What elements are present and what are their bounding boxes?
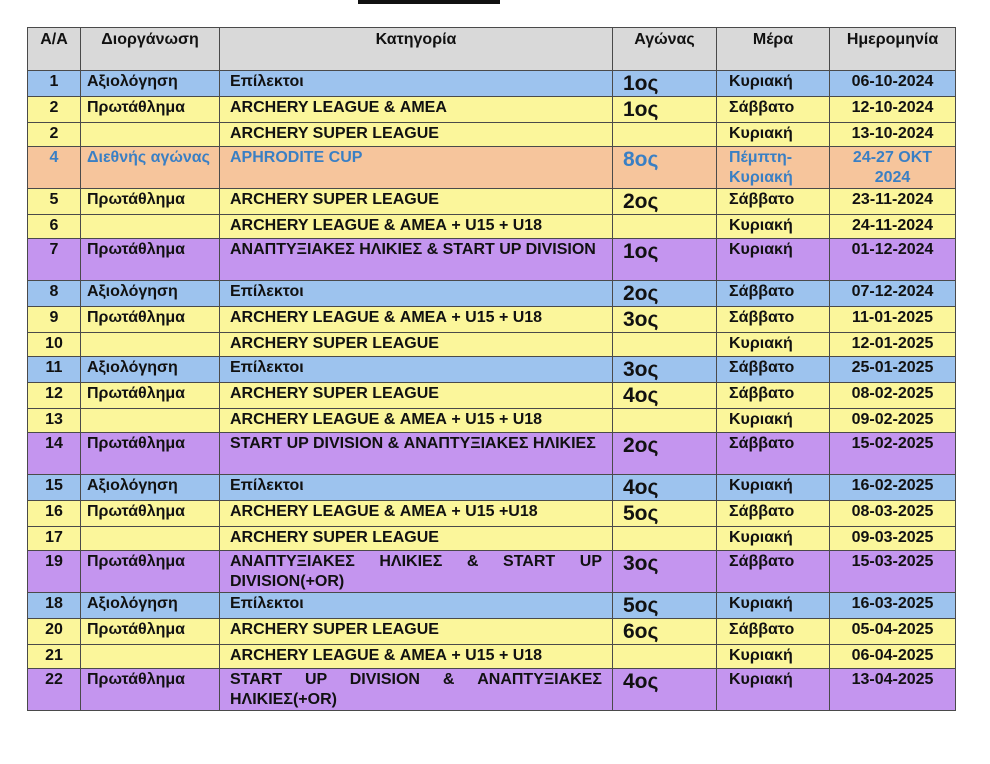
cell-race: 6ος (613, 619, 717, 645)
cell-race: 1ος (613, 97, 717, 123)
table-row (28, 147, 956, 189)
cell-date: 08-03-2025 (830, 501, 956, 527)
cell-aa: 7 (28, 239, 81, 281)
cell-day: Κυριακή (717, 409, 830, 433)
cell-category: ARCHERY SUPER LEAGUE (220, 383, 613, 409)
cell-category: ΑΝΑΠΤΥΞΙΑΚΕΣ ΗΛΙΚΙΕΣ & START UP DIVISION(+OR) (220, 551, 613, 593)
cell-day: Κυριακή (717, 333, 830, 357)
table-row (28, 475, 956, 501)
table-row (28, 551, 956, 593)
cell-day: Σάββατο (717, 97, 830, 123)
cell-aa: 6 (28, 215, 81, 239)
cell-race (613, 333, 717, 357)
cell-aa: 4 (28, 147, 81, 189)
cell-organization: Πρωτάθλημα (81, 501, 220, 527)
cell-date: 16-02-2025 (830, 475, 956, 501)
cell-race: 4ος (613, 669, 717, 711)
table-row (28, 593, 956, 619)
cell-race: 5ος (613, 593, 717, 619)
cell-category: APHRODITE CUP (220, 147, 613, 189)
cell-race: 2ος (613, 189, 717, 215)
table-row (28, 433, 956, 475)
cell-organization (81, 409, 220, 433)
cell-day: Σάββατο (717, 189, 830, 215)
table-row (28, 357, 956, 383)
cell-race (613, 409, 717, 433)
header-date: Ημερομηνία (830, 28, 956, 71)
cell-aa: 5 (28, 189, 81, 215)
table-row (28, 189, 956, 215)
cell-category: Επίλεκτοι (220, 357, 613, 383)
cell-aa: 15 (28, 475, 81, 501)
table-row (28, 307, 956, 333)
cell-aa: 11 (28, 357, 81, 383)
cell-aa: 12 (28, 383, 81, 409)
table-row (28, 619, 956, 645)
cell-category: ARCHERY SUPER LEAGUE (220, 619, 613, 645)
cell-organization: Πρωτάθλημα (81, 551, 220, 593)
cell-day: Σάββατο (717, 281, 830, 307)
cell-day: Κυριακή (717, 215, 830, 239)
cell-day: Σάββατο (717, 307, 830, 333)
table-row (28, 669, 956, 711)
cell-aa: 10 (28, 333, 81, 357)
header-race: Αγώνας (613, 28, 717, 71)
cell-race: 3ος (613, 307, 717, 333)
cell-day: Κυριακή (717, 669, 830, 711)
cell-date: 12-01-2025 (830, 333, 956, 357)
table-row (28, 409, 956, 433)
table-body (28, 71, 956, 711)
table-row (28, 215, 956, 239)
cell-category: Επίλεκτοι (220, 281, 613, 307)
cell-organization (81, 645, 220, 669)
cell-organization (81, 215, 220, 239)
cell-organization: Πρωτάθλημα (81, 433, 220, 475)
table-row (28, 239, 956, 281)
table-row (28, 501, 956, 527)
cell-aa: 16 (28, 501, 81, 527)
cell-date: 25-01-2025 (830, 357, 956, 383)
cell-day: Κυριακή (717, 645, 830, 669)
cell-day: Σάββατο (717, 383, 830, 409)
cell-aa: 19 (28, 551, 81, 593)
cell-category: ΑΝΑΠΤΥΞΙΑΚΕΣ ΗΛΙΚΙΕΣ & START UP DIVISION (220, 239, 613, 281)
cell-aa: 8 (28, 281, 81, 307)
cell-date: 12-10-2024 (830, 97, 956, 123)
cell-date: 01-12-2024 (830, 239, 956, 281)
cell-day: Σάββατο (717, 551, 830, 593)
cell-date: 15-03-2025 (830, 551, 956, 593)
cell-date: 09-03-2025 (830, 527, 956, 551)
cell-category: ARCHERY LEAGUE & ΑΜΕΑ (220, 97, 613, 123)
cell-category: ARCHERY SUPER LEAGUE (220, 123, 613, 147)
table-header (28, 28, 956, 71)
cell-aa: 21 (28, 645, 81, 669)
cell-aa: 17 (28, 527, 81, 551)
header-row (28, 28, 956, 71)
cell-category: Επίλεκτοι (220, 593, 613, 619)
cell-category: ARCHERY LEAGUE & ΑΜΕΑ + U15 + U18 (220, 409, 613, 433)
cell-date: 13-04-2025 (830, 669, 956, 711)
cell-aa: 2 (28, 123, 81, 147)
cell-organization: Πρωτάθλημα (81, 239, 220, 281)
cell-organization: Πρωτάθλημα (81, 669, 220, 711)
table-row (28, 383, 956, 409)
cell-organization (81, 123, 220, 147)
cell-race: 1ος (613, 239, 717, 281)
cell-day: Κυριακή (717, 593, 830, 619)
cell-date: 15-02-2025 (830, 433, 956, 475)
cell-aa: 13 (28, 409, 81, 433)
cell-organization: Αξιολόγηση (81, 475, 220, 501)
cell-category: Επίλεκτοι (220, 71, 613, 97)
cell-race (613, 123, 717, 147)
cell-day: Κυριακή (717, 527, 830, 551)
top-underline-mark (358, 0, 500, 4)
header-category: Κατηγορία (220, 28, 613, 71)
cell-date: 23-11-2024 (830, 189, 956, 215)
cell-category: ARCHERY SUPER LEAGUE (220, 527, 613, 551)
table-row (28, 281, 956, 307)
cell-day: Σάββατο (717, 619, 830, 645)
cell-date: 09-02-2025 (830, 409, 956, 433)
cell-aa: 1 (28, 71, 81, 97)
schedule-table (27, 27, 956, 711)
cell-organization: Πρωτάθλημα (81, 97, 220, 123)
cell-race: 3ος (613, 357, 717, 383)
cell-category: ARCHERY LEAGUE & ΑΜΕΑ + U15 + U18 (220, 215, 613, 239)
cell-aa: 14 (28, 433, 81, 475)
cell-aa: 2 (28, 97, 81, 123)
cell-organization: Αξιολόγηση (81, 281, 220, 307)
cell-day: Κυριακή (717, 71, 830, 97)
cell-category: ARCHERY LEAGUE & ΑΜΕΑ + U15 + U18 (220, 307, 613, 333)
cell-day: Σάββατο (717, 357, 830, 383)
cell-race (613, 527, 717, 551)
cell-date: 24-27 ΟΚΤ 2024 (830, 147, 956, 189)
cell-race: 2ος (613, 281, 717, 307)
table-row (28, 645, 956, 669)
cell-aa: 18 (28, 593, 81, 619)
cell-race: 8ος (613, 147, 717, 189)
cell-race: 1ος (613, 71, 717, 97)
cell-category: ARCHERY LEAGUE & ΑΜΕΑ + U15 + U18 (220, 645, 613, 669)
cell-date: 08-02-2025 (830, 383, 956, 409)
cell-race: 4ος (613, 383, 717, 409)
cell-race: 5ος (613, 501, 717, 527)
cell-aa: 9 (28, 307, 81, 333)
cell-race: 4ος (613, 475, 717, 501)
cell-organization: Πρωτάθλημα (81, 619, 220, 645)
table-row (28, 71, 956, 97)
cell-date: 05-04-2025 (830, 619, 956, 645)
cell-aa: 20 (28, 619, 81, 645)
cell-day: Κυριακή (717, 239, 830, 281)
cell-race (613, 215, 717, 239)
table-row (28, 97, 956, 123)
cell-race: 3ος (613, 551, 717, 593)
cell-date: 16-03-2025 (830, 593, 956, 619)
cell-category: ARCHERY LEAGUE & ΑΜΕΑ + U15 +U18 (220, 501, 613, 527)
cell-organization: Πρωτάθλημα (81, 307, 220, 333)
cell-organization (81, 333, 220, 357)
cell-organization: Αξιολόγηση (81, 71, 220, 97)
cell-category: ARCHERY SUPER LEAGUE (220, 333, 613, 357)
table-row (28, 527, 956, 551)
cell-date: 06-04-2025 (830, 645, 956, 669)
cell-day: Σάββατο (717, 501, 830, 527)
cell-day: Πέμπτη-Κυριακή (717, 147, 830, 189)
cell-category: Επίλεκτοι (220, 475, 613, 501)
cell-organization (81, 527, 220, 551)
cell-day: Σάββατο (717, 433, 830, 475)
cell-race (613, 645, 717, 669)
cell-organization: Πρωτάθλημα (81, 189, 220, 215)
cell-race: 2ος (613, 433, 717, 475)
cell-organization: Αξιολόγηση (81, 357, 220, 383)
cell-day: Κυριακή (717, 475, 830, 501)
table-row (28, 333, 956, 357)
header-day: Μέρα (717, 28, 830, 71)
header-aa: Α/Α (28, 28, 81, 71)
cell-organization: Πρωτάθλημα (81, 383, 220, 409)
cell-date: 24-11-2024 (830, 215, 956, 239)
cell-aa: 22 (28, 669, 81, 711)
cell-category: ARCHERY SUPER LEAGUE (220, 189, 613, 215)
cell-category: START UP DIVISION & ΑΝΑΠΤΥΞΙΑΚΕΣ ΗΛΙΚΙΕΣ(+OR) (220, 669, 613, 711)
cell-day: Κυριακή (717, 123, 830, 147)
cell-category: START UP DIVISION & ΑΝΑΠΤΥΞΙΑΚΕΣ ΗΛΙΚΙΕΣ (220, 433, 613, 475)
table-row (28, 123, 956, 147)
cell-organization: Διεθνής αγώνας (81, 147, 220, 189)
cell-date: 11-01-2025 (830, 307, 956, 333)
cell-organization: Αξιολόγηση (81, 593, 220, 619)
cell-date: 07-12-2024 (830, 281, 956, 307)
cell-date: 13-10-2024 (830, 123, 956, 147)
cell-date: 06-10-2024 (830, 71, 956, 97)
header-organization: Διοργάνωση (81, 28, 220, 71)
